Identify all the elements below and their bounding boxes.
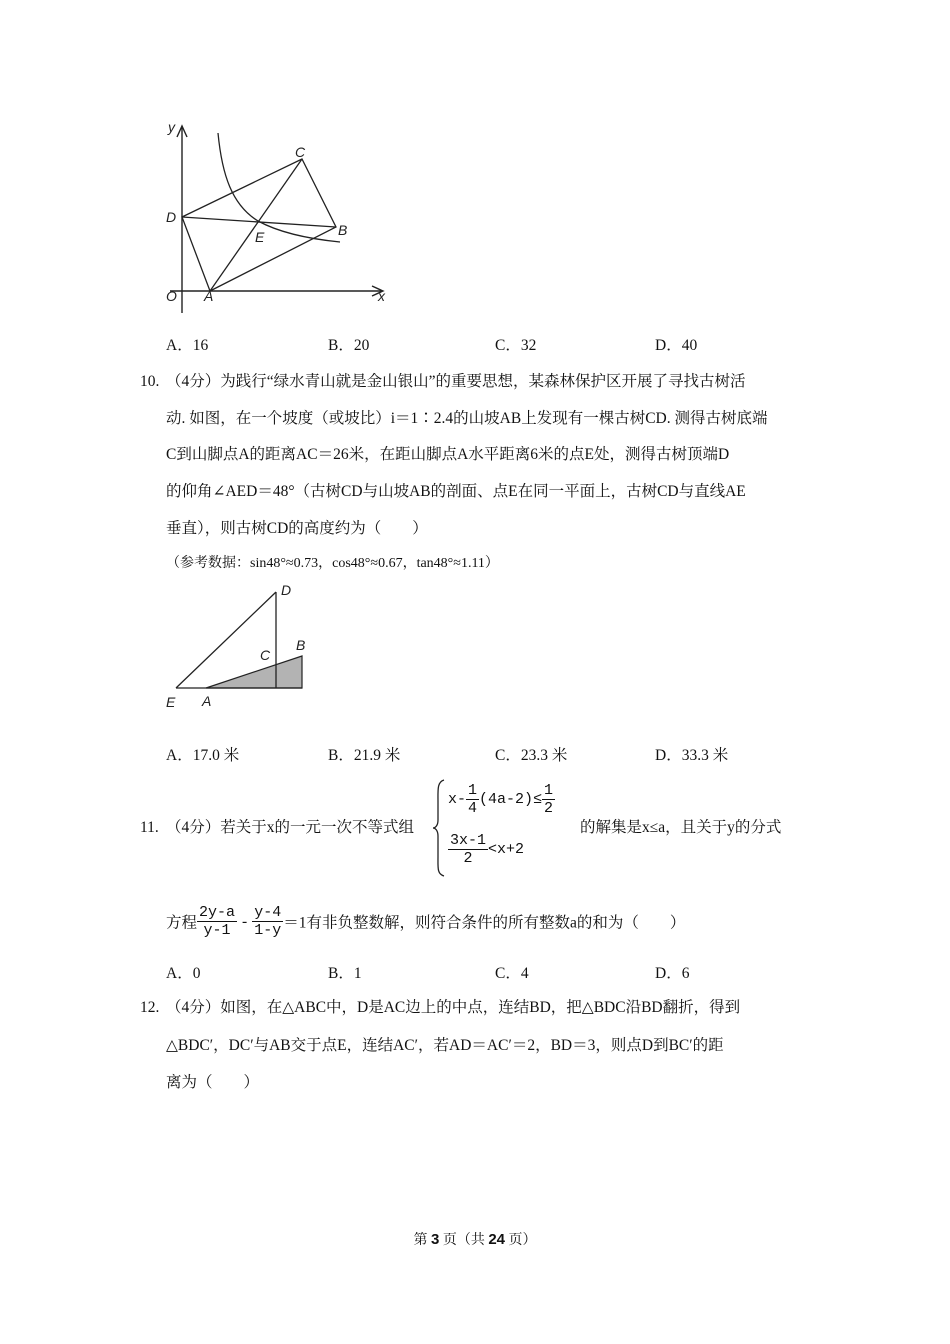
left-brace [432, 778, 446, 878]
label-d: D [166, 209, 177, 225]
label-c: C [260, 647, 271, 663]
q9-figure [160, 115, 395, 320]
q12-line-1: （4分）如图，在△ABC中，D是AC边上的中点，连结BD，把△BDC沿BD翻折，得到 [166, 999, 741, 1016]
eq2-rhs: <x+2 [488, 841, 525, 858]
q11-frac-2-num: y-4 [254, 904, 282, 921]
eq1 [448, 782, 555, 817]
q11-option-d[interactable]: D．6 [655, 965, 690, 982]
q11-prefix: （4分）若关于x的一元一次不等式组 [166, 819, 415, 836]
q10-figure [160, 580, 320, 710]
label-a: A [202, 693, 212, 709]
slope-shade [206, 656, 302, 688]
q11-frac-1-num: 2y-a [199, 904, 236, 921]
eq1-rhs-den: 2 [544, 800, 554, 817]
eq2-frac-num: 3x-1 [450, 832, 487, 849]
q11-frac-1-den: y-1 [203, 922, 231, 939]
q12-line-3: 离为（ ） [166, 1074, 260, 1091]
label-b: B [296, 637, 306, 653]
q9-option-a[interactable]: A．16 [166, 337, 209, 354]
q11-line2-suffix: ＝1有非负整数解，则符合条件的所有整数a的和为（ ） [283, 914, 686, 932]
q10-line-5: 垂直），则古树CD的高度约为（ ） [166, 520, 428, 537]
q10-reference: （参考数据：sin48°≈0.73，cos48°≈0.67，tan48°≈1.11） [166, 556, 499, 571]
eq1-mid: (4a-2)≤ [479, 791, 543, 808]
q11-option-c[interactable]: C．4 [495, 965, 529, 982]
q9-option-b[interactable]: B．20 [328, 337, 370, 354]
label-x: x [378, 288, 385, 304]
page-footer [0, 1229, 950, 1249]
q11-frac-2 [252, 904, 283, 939]
diagonal-db [182, 217, 336, 227]
eq1-left: x- [448, 791, 467, 808]
footer-post: 页） [508, 1233, 537, 1248]
label-o: O [166, 288, 177, 304]
q10-line-4: 的仰角∠AED＝48°（古树CD与山坡AB的剖面、点E在同一平面上，古树CD与直线AE [166, 483, 746, 500]
label-e: E [255, 229, 265, 245]
label-a: A [204, 288, 214, 304]
q11-frac-1 [197, 904, 237, 939]
eq2-frac-den: 2 [463, 850, 473, 867]
eq2-frac [448, 832, 488, 867]
footer-pre: 第 [413, 1233, 428, 1248]
q11-minus: - [242, 912, 248, 930]
eq1-frac [466, 782, 479, 817]
q11-suffix: 的解集是x≤a，且关于y的分式 [580, 819, 782, 836]
q10-line-1: （4分）为践行“绿水青山就是金山银山”的重要思想，某森林保护区开展了寻找古树活 [166, 373, 746, 390]
q9-option-c[interactable]: C．32 [495, 337, 537, 354]
eq1-frac-num: 1 [468, 782, 478, 799]
q9-option-d[interactable]: D．40 [655, 337, 698, 354]
label-c: C [295, 144, 306, 160]
q10-line-2: 动. 如图，在一个坡度（或坡比）i＝1∶2.4的山坡AB上发现有一棵古树CD. 测得古树底端 [166, 410, 768, 427]
label-b: B [338, 222, 348, 238]
q12-number: 12. [140, 999, 160, 1016]
q11-number: 11. [140, 819, 159, 836]
q10-option-d[interactable]: D．33.3 米 [655, 747, 729, 764]
q10-option-b[interactable]: B．21.9 米 [328, 747, 401, 764]
label-d: D [281, 582, 292, 598]
q10-number: 10. [140, 373, 160, 390]
footer-total: 24 [488, 1231, 506, 1248]
q11-line-2 [166, 904, 685, 939]
q10-line-3: C到山脚点A的距离AC＝26米，在距山脚点A水平距离6米的点E处，测得古树顶端D [166, 446, 730, 463]
q11-frac-2-den: 1-y [254, 922, 282, 939]
q10-option-c[interactable]: C．23.3 米 [495, 747, 568, 764]
q12-line-2: △BDC′，DC′与AB交于点E，连结AC′，若AD＝AC′＝2，BD＝3，则点D到BC′的距 [166, 1037, 724, 1054]
q10-option-a[interactable]: A．17.0 米 [166, 747, 240, 764]
q11-inequality-system [432, 778, 582, 878]
q11-option-b[interactable]: B．1 [328, 965, 362, 982]
label-y: y [168, 119, 175, 135]
label-e: E [166, 694, 176, 710]
q11-option-a[interactable]: A．0 [166, 965, 201, 982]
diagonal-ac [210, 159, 302, 291]
footer-mid: 页（共 [442, 1233, 485, 1248]
footer-page: 3 [430, 1231, 440, 1248]
eq1-rhs [542, 782, 555, 817]
q11-line2-prefix: 方程 [166, 914, 198, 932]
eq2 [448, 832, 524, 867]
eq1-frac-den: 4 [468, 800, 478, 817]
eq1-rhs-num: 1 [544, 782, 554, 799]
